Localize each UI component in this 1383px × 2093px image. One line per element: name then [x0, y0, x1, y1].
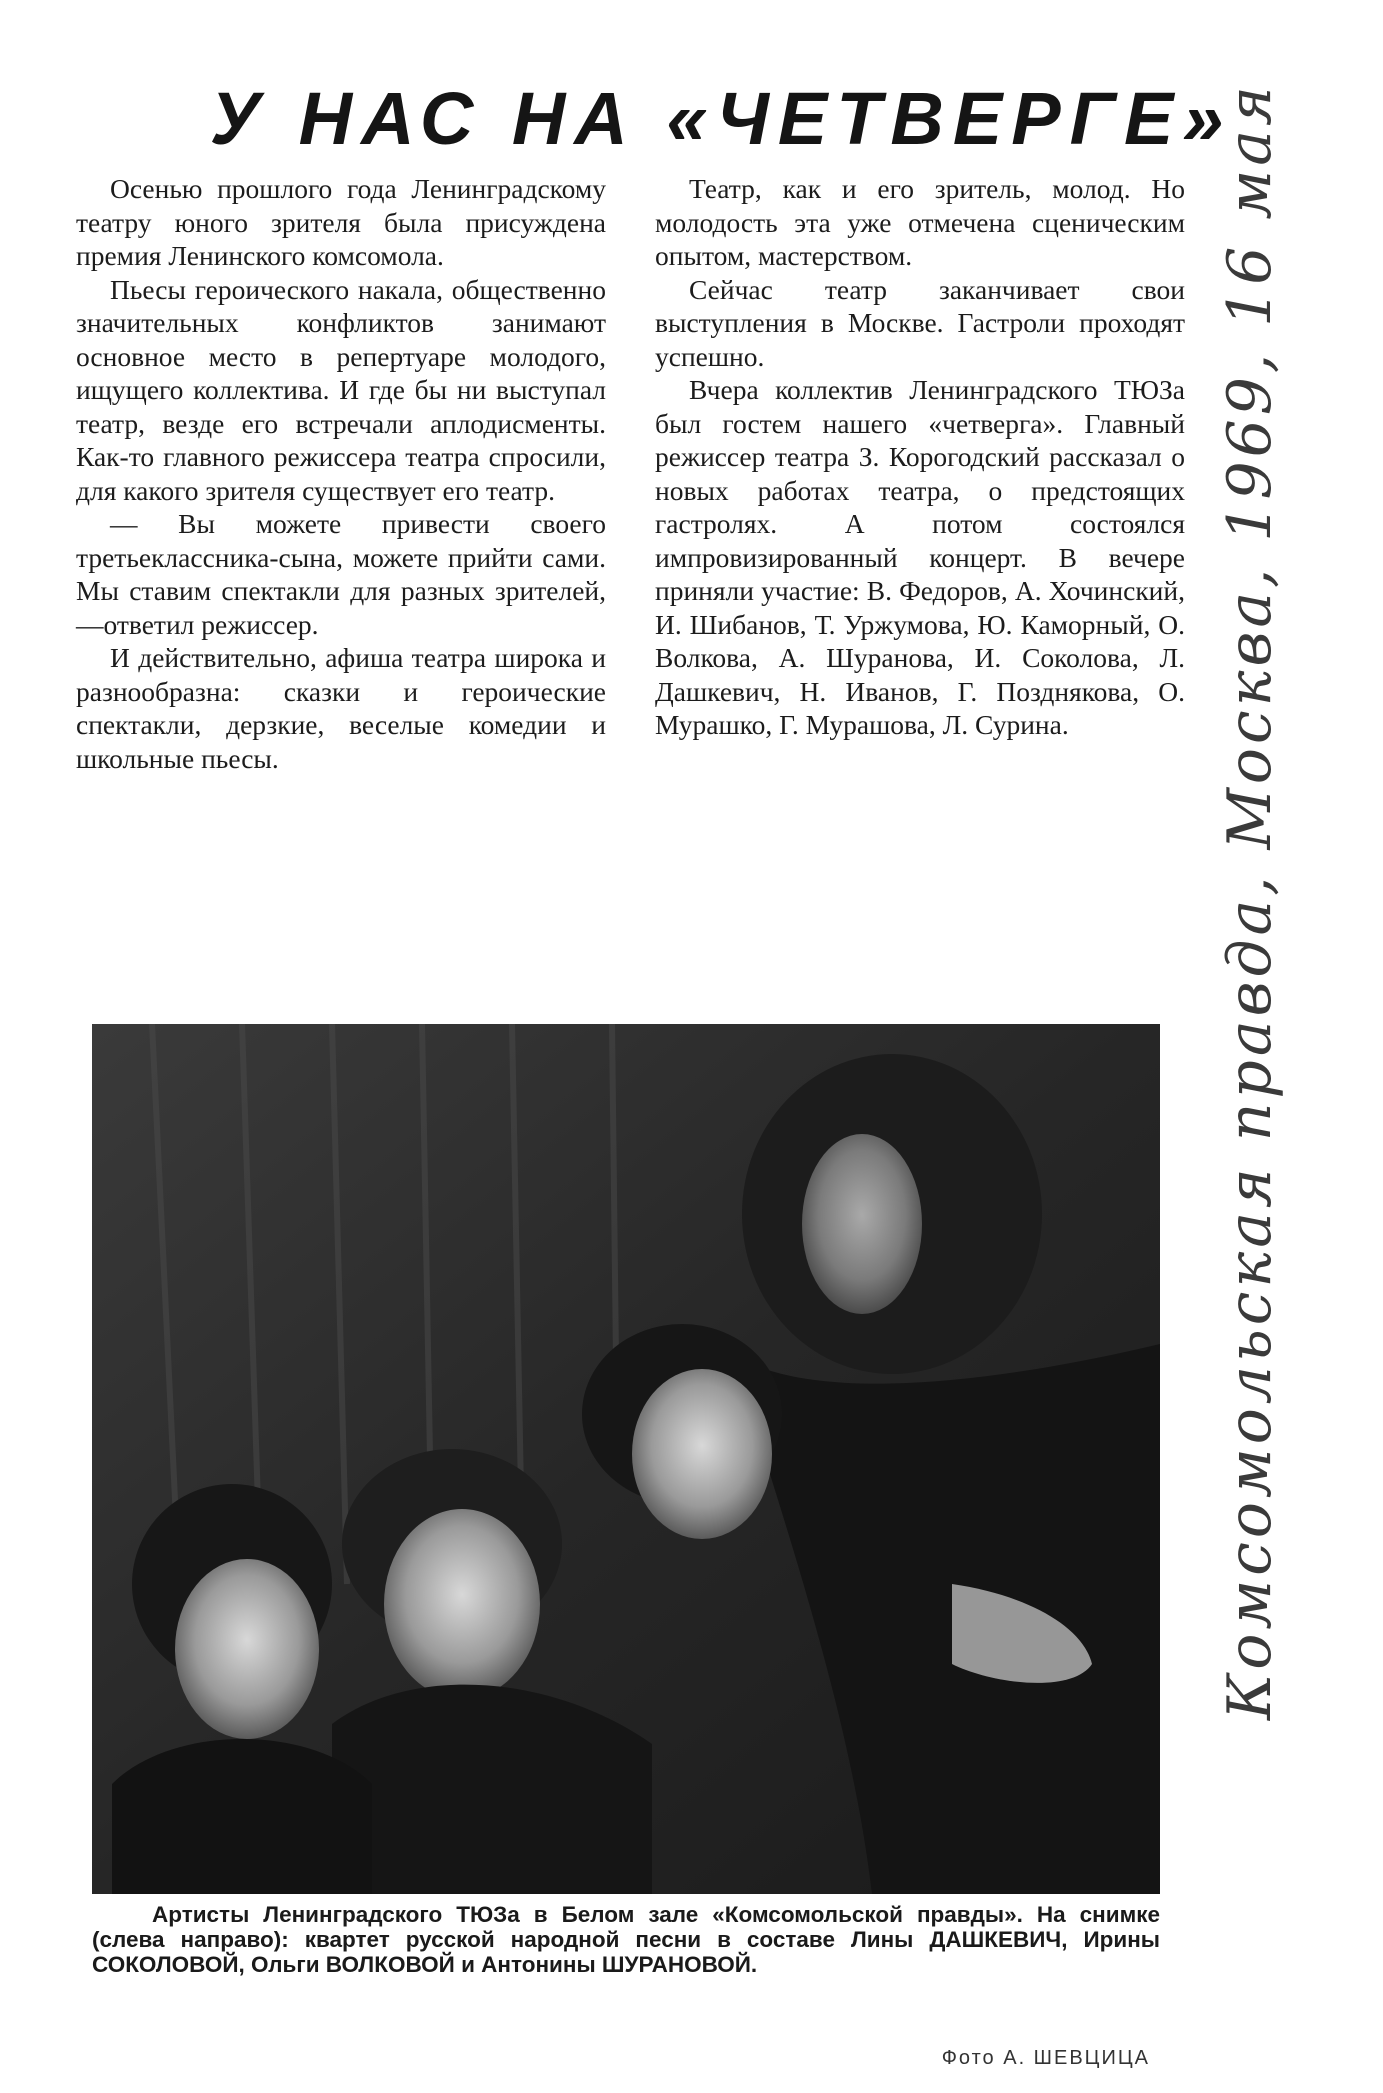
- photo-image: [92, 1024, 1160, 1894]
- right-paragraph-2: Сейчас театр заканчивает свои выступления в Москве. Гастроли проходят успешно.: [655, 273, 1185, 372]
- right-column: [655, 172, 1185, 742]
- handwritten-note: Комсомольская правда, Москва, 1969, 16 мая: [1215, 82, 1285, 1720]
- article-photo: [92, 1024, 1160, 1894]
- photo-caption: Артисты Ленинградского ТЮЗа в Белом зале «Комсомольской правды». На снимке (слева направо): квартет русской народной песни в составе Лины ДАШКЕВИЧ, Ирины СОКОЛОВОЙ, Ольги ВОЛКОВОЙ и Антонины ШУРАНОВОЙ.: [92, 1902, 1160, 1977]
- left-paragraph-2: Пьесы героического накала, общественно значительных конфликтов занимают основное место в репертуаре молодого, ищущего коллектива. И где бы ни выступал театр, везде его встречали аплодисменты. Как-то главного режиссера театра спросили, для какого зрителя существует его театр.: [76, 273, 606, 506]
- article-title: У НАС НА «ЧЕТВЕРГЕ»: [210, 77, 1233, 160]
- right-paragraph-3: Вчера коллектив Ленинградского ТЮЗа был гостем нашего «четверга». Главный режиссер театра З. Корогодский рассказал о новых работах театра, о предстоящих гастролях. А потом состоялся импровизированный концерт. В вечере приняли участие: В. Федоров, А. Хочинский, И. Шибанов, Т. Уржумова, Ю. Каморный, О. Волкова, А. Шуранова, И. Соколова, Л. Дашкевич, Н. Иванов, Г. Позднякова, О. Мурашко, Г. Мурашова, Л. Сурина.: [655, 374, 1185, 740]
- left-paragraph-1: Осенью прошлого года Ленинградскому театру юного зрителя была присуждена премия Ленинского комсомола.: [76, 173, 606, 271]
- left-column: [76, 172, 606, 775]
- left-paragraph-3: — Вы можете привести своего третьеклассника-сына, можете прийти сами. Мы ставим спектакли для разных зрителей,—ответил режиссер.: [76, 508, 606, 640]
- photo-credit: Фото А. ШЕВЦИЦА: [941, 2047, 1150, 2069]
- left-paragraph-4: И действительно, афиша театра широка и разнообразна: сказки и героические спектакли, дерзкие, веселые комедии и школьные пьесы.: [76, 642, 606, 774]
- right-paragraph-1: Театр, как и его зритель, молод. Но молодость эта уже отмечена сценическим опытом, мастерством.: [655, 173, 1185, 271]
